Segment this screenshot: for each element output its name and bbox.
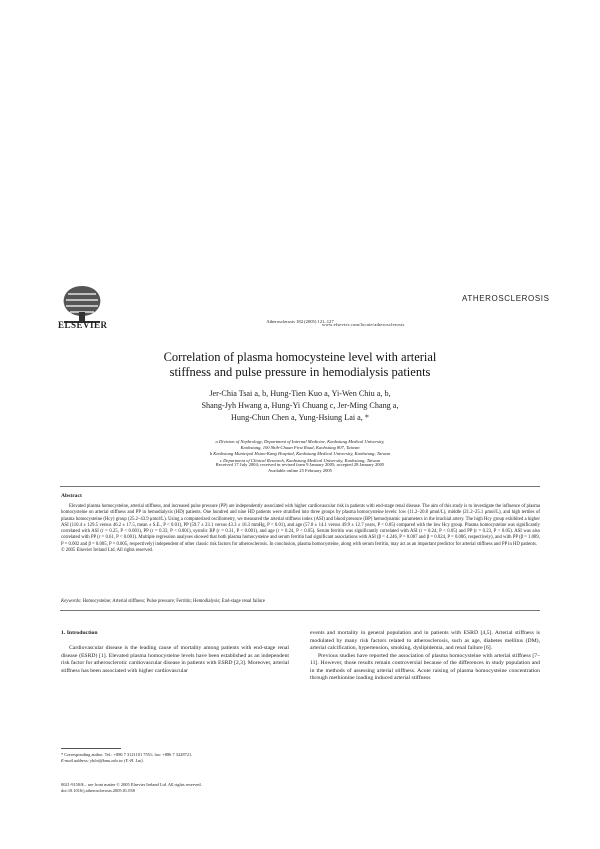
doi-link[interactable]: doi:10.1016/j.atherosclerosis.2005.01.038 bbox=[61, 787, 135, 793]
body-column-right bbox=[310, 630, 540, 683]
affiliation-line: b Kaohsiung Municipal Hsiao-Kang Hospital, Kaohsiung Medical University, Kaohsiung, Taiwan bbox=[209, 451, 391, 457]
divider bbox=[60, 610, 540, 611]
abstract-heading: Abstract bbox=[61, 493, 82, 499]
body-column-left bbox=[61, 645, 289, 675]
copyright-notice: © 2005 Elsevier Ireland Ltd. All rights reserved. bbox=[61, 547, 154, 553]
front-matter bbox=[61, 782, 289, 794]
elsevier-tree-logo-icon bbox=[58, 282, 106, 324]
issn-line: 0021-9150/$ – see front matter © 2005 Elsevier Ireland Ltd. All rights reserved. bbox=[61, 782, 202, 787]
affiliation-line: c Department of Clinical Research, Kaohsiung Medical University, Kaohsiung, Taiwan bbox=[219, 457, 381, 463]
journal-citation: Atherosclerosis 182 (2005) 121–127 bbox=[266, 319, 334, 324]
body-paragraph: Previous studies have reported the association of plasma homocysteine with arterial stiffness [7–11]. However, those results remain controversial because of the differences in study population and in the methods of assessing arterial stiffness. Acute raising of plasma homocysteine concentration through methionine loading induced arterial stiffness bbox=[310, 652, 540, 681]
section-heading: 1. Introduction bbox=[61, 630, 98, 636]
journal-url-link[interactable]: www.elsevier.com/locate/atherosclerosis bbox=[322, 322, 405, 327]
footnote-rule bbox=[61, 748, 121, 749]
author-line: Jer-Chia Tsai a, b, Hung-Tien Kuo a, Yi-Wen Chiu a, b, bbox=[209, 389, 391, 398]
footnote bbox=[61, 752, 289, 764]
publisher-name: ELSEVIER bbox=[58, 320, 108, 330]
affiliations bbox=[110, 439, 490, 464]
footnote-email[interactable]: E-mail address: yhlai@kmu.edu.tw (Y.-H. Lai). bbox=[61, 757, 144, 763]
article-dates bbox=[110, 462, 490, 474]
affiliation-line: Kaohsiung, 100 Shih-Chuan First Road, Kaohsiung 807, Taiwan bbox=[240, 445, 360, 451]
title-line: stiffness and pulse pressure in hemodialysis patients bbox=[169, 365, 431, 379]
body-paragraph: events and mortality in general population and in patients with ESRD [4,5]. Arterial stiffness is modulated by many risk factors related to atherosclerosis, such as age, diabetes mellitus (DM), arterial calcification, hypertension, smoking, dyslipidemia, and renal failure [6]. bbox=[310, 630, 540, 651]
author-line: Hung-Chun Chen a, Yung-Hsiung Lai a, * bbox=[231, 413, 369, 422]
date-line: Available online 25 February 2005 bbox=[268, 468, 332, 474]
keywords-list: Homocysteine; Arterial stiffness; Pulse pressure; Ferritin; Hemodialysis; End-stage renal failure bbox=[82, 599, 265, 604]
divider bbox=[60, 486, 540, 487]
author-list bbox=[110, 388, 490, 424]
date-line: Received 17 July 2004; received in revised form 9 January 2005; accepted 28 January 2005 bbox=[215, 462, 385, 467]
article-title bbox=[110, 350, 490, 380]
footnote-line: * Corresponding author. Tel.: +886 7 3121101 7551; fax: +886 7 3228721. bbox=[61, 752, 193, 757]
body-paragraph: Cardiovascular disease is the leading cause of mortality among patients with end-stage renal disease (ESRD) [1]. Elevated plasma homocysteine levels have been established as an independent risk factor for atherosclerotic cardiovascular disease in patients with ESRD [2,3]. Moreover, arterial stiffness has been associated with higher cardiovascular bbox=[61, 645, 289, 674]
title-line: Correlation of plasma homocysteine level with arterial bbox=[163, 350, 437, 364]
author-line: Shang-Jyh Hwang a, Hung-Yi Chuang c, Jer-Ming Chang a, bbox=[201, 401, 399, 410]
keywords bbox=[61, 599, 540, 604]
keywords-label: Keywords: bbox=[61, 599, 82, 604]
journal-masthead: ATHEROSCLEROSIS bbox=[462, 294, 550, 303]
abstract-body bbox=[61, 504, 540, 554]
affiliation-line: a Division of Nephrology, Department of Internal Medicine, Kaohsiung Medical University, bbox=[215, 439, 385, 444]
abstract-text: Elevated plasma homocysteine, arterial stiffness, and increased pulse pressure (PP) are independently associated with higher cardiovascular risk in patients with end-stage renal disease. The aim of this study is to investigate the influence of plasma homocysteine on arterial stiffness and PP in hemodialysis (HD) patients. One hundred and nine HD patients were stratified into three groups by plasma homocysteine levels: low (11.2–20.8 μmol/L), middle (21.2–25.1 μmol/L), and high tertiles of plasma homocysteine (Hcy) group (25.2–43.9 μmol/L). Using a computerized oscillometry, we measured the arterial stiffness index (ASI) and blood pressure (BP) hemodynamic parameters in the brachial artery. The high Hcy group exhibited a higher ASI (110.4 ± 129.5 versus 46.2 ± 17.5, mean ± S.E., P < 0.01), PP (59.7 ± 23.1 versus 43.3 ± 16.3 mmHg, P < 0.01), and age (57.8 ± 14.1 versus 49.9 ± 12.7 years, P < 0.05) compared with the low Hcy group. Plasma homocysteine was significantly correlated with ASI (r = 0.25, P < 0.001), PP (r = 0.33, P < 0.001), systolic BP (r = 0.31, P < 0.001), and age (r = 0.24, P < 0.05). Serum ferritin was significantly correlated with ASI (r = 0.24, P < 0.05) and PP (r = 0.23, P < 0.05). ASI was also correlated with PP (r = 0.61, P < 0.001). Multiple regression analyses showed that both plasma homocysteine and serum ferritin had significant associations with ASI (β = 4.246, P = 0.007 and β = 0.024, P = 0.006, respectively), and with PP (β = 1.089, P = 0.002 and β = 0.005, P = 0.005, respectively) independent of other classic risk factors for atherosclerosis. In conclusion, plasma homocysteine, along with serum ferritin, may act as an important predictor for arterial stiffness and PP in HD patients. bbox=[61, 504, 540, 547]
